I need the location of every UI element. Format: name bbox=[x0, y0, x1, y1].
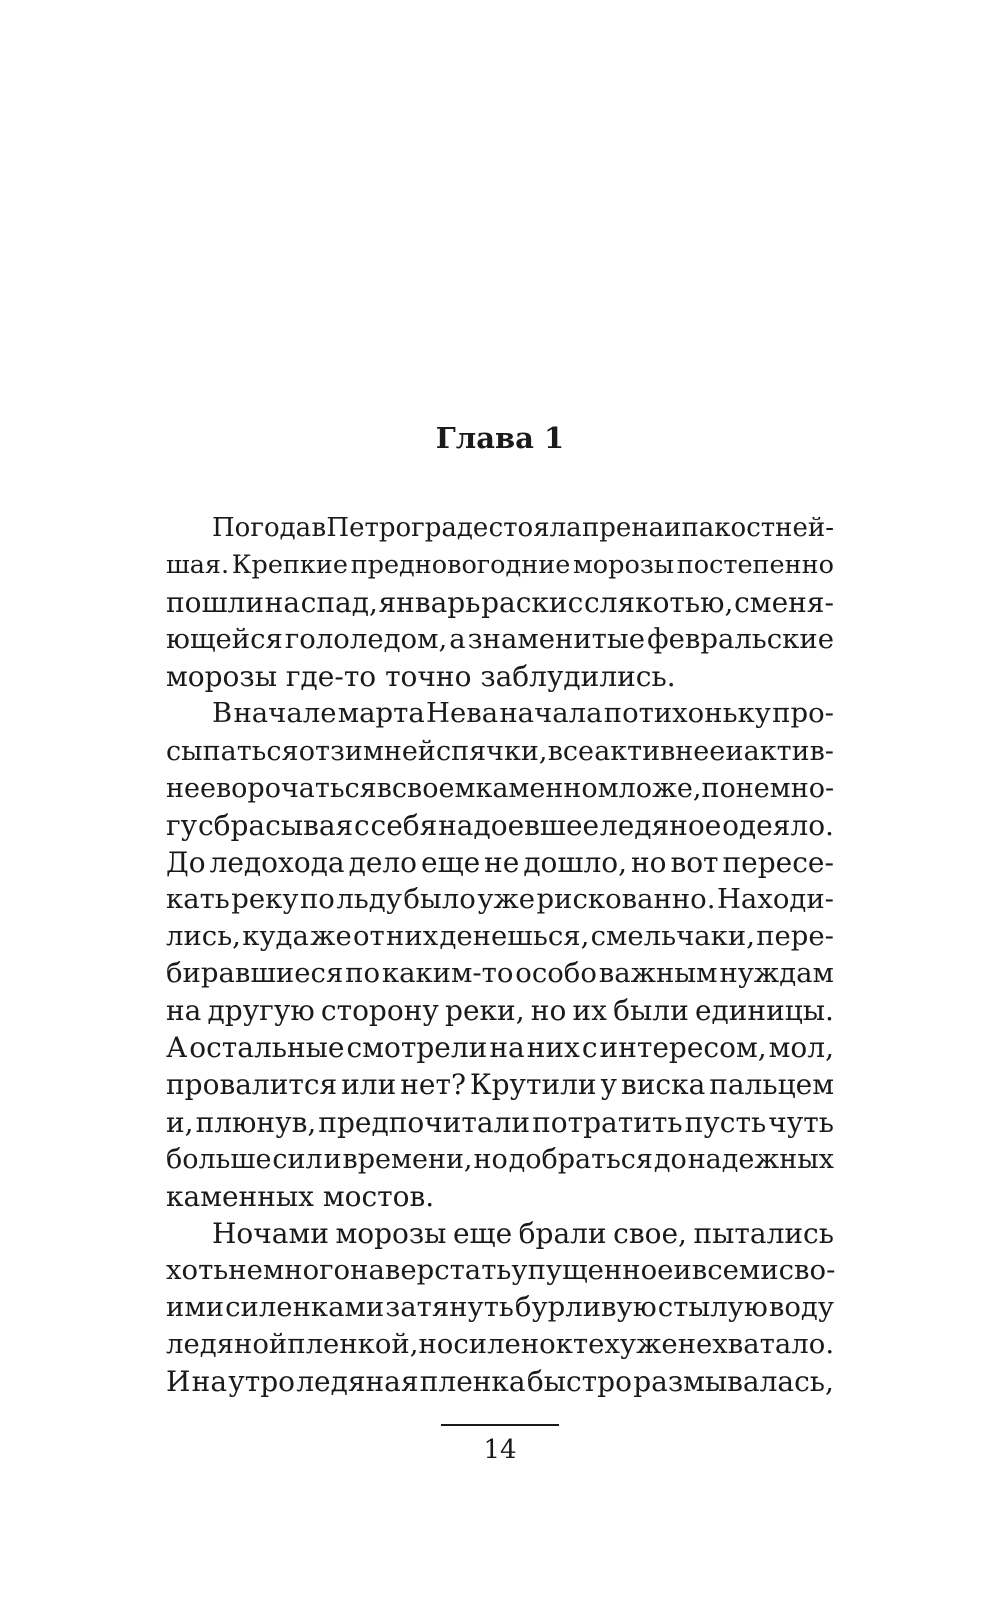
word: затянуть bbox=[385, 1290, 514, 1323]
word: надоевшее bbox=[438, 808, 600, 842]
word: начала bbox=[499, 697, 603, 730]
text-line bbox=[166, 1178, 834, 1215]
word: постепенно bbox=[676, 550, 834, 581]
text-line bbox=[166, 770, 834, 807]
text-line bbox=[166, 1326, 834, 1363]
text-line bbox=[166, 1252, 834, 1289]
word: дошло, bbox=[523, 845, 627, 879]
line-text: морозы где-то точно заблудились. bbox=[166, 660, 676, 694]
word: их bbox=[572, 994, 607, 1028]
word: остальные bbox=[189, 1031, 345, 1065]
word: Крутили bbox=[469, 1068, 597, 1102]
word: плюнув, bbox=[195, 1105, 317, 1139]
text-line bbox=[166, 1104, 834, 1141]
text-line bbox=[166, 1141, 834, 1178]
word: морозы bbox=[335, 1216, 447, 1250]
word: по bbox=[345, 957, 381, 990]
word: и, bbox=[166, 1105, 194, 1139]
word: уже bbox=[619, 1328, 678, 1361]
word: чуть bbox=[768, 1105, 834, 1139]
word: на bbox=[166, 994, 202, 1028]
word: Петрограде bbox=[326, 513, 489, 543]
footer-rule bbox=[441, 1424, 559, 1426]
word: денешься, bbox=[439, 920, 590, 953]
word: биравшиеся bbox=[166, 957, 344, 990]
word: морозы bbox=[572, 550, 675, 581]
page-number: 14 bbox=[483, 1435, 517, 1465]
word: спячки, bbox=[436, 735, 548, 767]
text-line bbox=[166, 992, 834, 1029]
word: кать bbox=[166, 882, 230, 915]
word: Нева bbox=[425, 697, 499, 730]
word: гу bbox=[166, 808, 198, 842]
word: силенок bbox=[453, 1328, 573, 1361]
chapter-title: Глава 1 bbox=[435, 421, 565, 455]
word: мол, bbox=[768, 1031, 834, 1065]
word: больше bbox=[166, 1143, 272, 1175]
word: сил bbox=[272, 1143, 323, 1175]
word: все bbox=[547, 735, 594, 767]
text-line bbox=[166, 547, 834, 584]
word: сво- bbox=[778, 1253, 836, 1286]
word: наверстать bbox=[350, 1253, 512, 1286]
word: ледяная bbox=[296, 1365, 419, 1399]
word: январь bbox=[378, 586, 481, 620]
word: пренаипакостней- bbox=[581, 513, 834, 543]
word: смотрели bbox=[346, 1031, 488, 1065]
word: с bbox=[581, 1031, 598, 1065]
text-line bbox=[166, 695, 834, 732]
word: шая. bbox=[166, 550, 230, 581]
word: еще bbox=[452, 1216, 513, 1250]
text-line bbox=[166, 881, 834, 918]
word: немного bbox=[228, 1253, 351, 1286]
word: В bbox=[212, 697, 233, 730]
text-line bbox=[166, 918, 834, 955]
word: лись, bbox=[166, 920, 241, 953]
word: но bbox=[473, 1143, 508, 1175]
word: но bbox=[418, 1328, 454, 1361]
text-line bbox=[166, 1215, 834, 1252]
word: До bbox=[166, 845, 206, 879]
word: пытались bbox=[693, 1216, 834, 1250]
word: предновогодние bbox=[350, 550, 571, 581]
word: особо bbox=[515, 957, 597, 990]
word: марта bbox=[337, 697, 425, 730]
word: пошли bbox=[166, 586, 264, 620]
word: нет? bbox=[400, 1068, 466, 1102]
word: А bbox=[166, 1031, 188, 1065]
chapter-body bbox=[166, 510, 834, 1400]
word: было bbox=[403, 882, 476, 915]
word: ложе, bbox=[618, 772, 702, 804]
word: в bbox=[311, 513, 327, 543]
line-text: каменных мостов. bbox=[166, 1179, 435, 1213]
word: нее bbox=[166, 772, 216, 804]
word: свое, bbox=[613, 1216, 687, 1250]
text-line bbox=[166, 1029, 834, 1066]
word: вот bbox=[670, 845, 719, 879]
word: Ночами bbox=[212, 1216, 329, 1250]
word: реку bbox=[231, 882, 299, 915]
word: пленка bbox=[419, 1365, 526, 1399]
word: добраться bbox=[508, 1143, 653, 1175]
word: хоть bbox=[166, 1253, 229, 1286]
word: размывалась, bbox=[633, 1365, 834, 1399]
word: и bbox=[673, 1253, 692, 1286]
word: у bbox=[600, 1068, 618, 1102]
word: бурливую bbox=[514, 1290, 657, 1323]
word: пере- bbox=[756, 920, 834, 953]
word: от bbox=[353, 920, 385, 953]
word: ворочаться bbox=[215, 772, 377, 804]
text-line bbox=[166, 1289, 834, 1326]
word: стояла bbox=[488, 513, 582, 543]
word: активнее bbox=[594, 735, 726, 767]
word: своем bbox=[391, 772, 476, 804]
word: на bbox=[264, 586, 301, 620]
word: провалится bbox=[166, 1068, 338, 1102]
word: актив- bbox=[743, 735, 834, 767]
text-line bbox=[166, 510, 834, 547]
word: не bbox=[677, 1328, 713, 1361]
word: себя bbox=[370, 808, 438, 842]
word: по bbox=[299, 882, 335, 915]
word: а bbox=[449, 623, 466, 656]
word: были bbox=[613, 994, 689, 1028]
word: Крепкие bbox=[231, 550, 348, 581]
word: зимней bbox=[330, 735, 436, 767]
word: одеяло. bbox=[722, 808, 834, 842]
word: единицы. bbox=[694, 994, 834, 1028]
text-line bbox=[166, 807, 834, 844]
word: не bbox=[484, 845, 520, 879]
word: каким-то bbox=[381, 957, 514, 990]
word: сбрасывая bbox=[197, 808, 354, 842]
word: дело bbox=[348, 845, 418, 879]
word: быстро bbox=[526, 1365, 632, 1399]
word: каменном bbox=[475, 772, 619, 804]
word: потратить bbox=[532, 1105, 683, 1139]
word: куда bbox=[242, 920, 309, 953]
word: другую bbox=[207, 994, 315, 1028]
word: всеми bbox=[691, 1253, 779, 1286]
word: реки, bbox=[445, 994, 525, 1028]
word: с bbox=[354, 808, 370, 842]
word: но bbox=[530, 994, 567, 1028]
word: про- bbox=[772, 697, 834, 730]
word: на bbox=[191, 1365, 228, 1399]
word: в bbox=[376, 772, 392, 804]
word: нуждам bbox=[719, 957, 834, 990]
word: на bbox=[489, 1031, 525, 1065]
word: виска bbox=[620, 1068, 706, 1102]
word: силенками bbox=[225, 1290, 385, 1323]
word: И bbox=[166, 1365, 191, 1399]
word: февральские bbox=[647, 623, 834, 656]
word: начале bbox=[233, 697, 337, 730]
word: знаменитые bbox=[467, 623, 646, 656]
word: ющейся bbox=[166, 623, 283, 656]
word: интересом, bbox=[599, 1031, 767, 1065]
word: гололедом, bbox=[284, 623, 448, 656]
word: уже bbox=[477, 882, 536, 915]
word: ледохода bbox=[209, 845, 345, 879]
word: них bbox=[386, 920, 439, 953]
word: упущенное bbox=[511, 1253, 674, 1286]
word: ими bbox=[166, 1290, 225, 1323]
word: сыпаться bbox=[166, 735, 299, 767]
text-line bbox=[166, 733, 834, 770]
word: ледяной bbox=[166, 1328, 288, 1361]
word: еще bbox=[421, 845, 481, 879]
word: времени, bbox=[342, 1143, 473, 1175]
word: льду bbox=[336, 882, 402, 915]
word: ледяное bbox=[599, 808, 722, 842]
text-line bbox=[166, 621, 834, 658]
word: до bbox=[653, 1143, 687, 1175]
word: предпочитали bbox=[318, 1105, 531, 1139]
text-line bbox=[166, 584, 834, 621]
word: утро bbox=[228, 1365, 295, 1399]
word: смельчаки, bbox=[590, 920, 755, 953]
word: сторону bbox=[320, 994, 439, 1028]
word: или bbox=[341, 1068, 397, 1102]
word: воду bbox=[768, 1290, 834, 1323]
word: же bbox=[310, 920, 352, 953]
word: Погода bbox=[212, 513, 312, 543]
word: пусть bbox=[684, 1105, 767, 1139]
word: хватало. bbox=[712, 1328, 835, 1361]
word: и bbox=[725, 735, 744, 767]
word: спад, bbox=[300, 586, 378, 620]
word: Находи- bbox=[716, 882, 834, 915]
text-line bbox=[166, 1363, 834, 1400]
text-line bbox=[166, 844, 834, 881]
word: пальцем bbox=[709, 1068, 834, 1102]
word: сменя- bbox=[734, 586, 834, 620]
word: пленкой, bbox=[287, 1328, 419, 1361]
word: раскис bbox=[481, 586, 584, 620]
word: пересе- bbox=[722, 845, 834, 879]
word: тех bbox=[572, 1328, 620, 1361]
word: рискованно. bbox=[536, 882, 716, 915]
word: важным bbox=[598, 957, 718, 990]
word: потихоньку bbox=[603, 697, 771, 730]
text-line bbox=[166, 658, 834, 695]
text-line bbox=[166, 1066, 834, 1103]
word: и bbox=[323, 1143, 342, 1175]
word: брали bbox=[518, 1216, 607, 1250]
word: понемно- bbox=[701, 772, 835, 804]
text-line bbox=[166, 955, 834, 992]
word: надежных bbox=[687, 1143, 834, 1175]
word: них bbox=[526, 1031, 580, 1065]
word: стылую bbox=[657, 1290, 768, 1323]
word: но bbox=[630, 845, 667, 879]
word: слякотью, bbox=[583, 586, 734, 620]
word: от bbox=[298, 735, 330, 767]
